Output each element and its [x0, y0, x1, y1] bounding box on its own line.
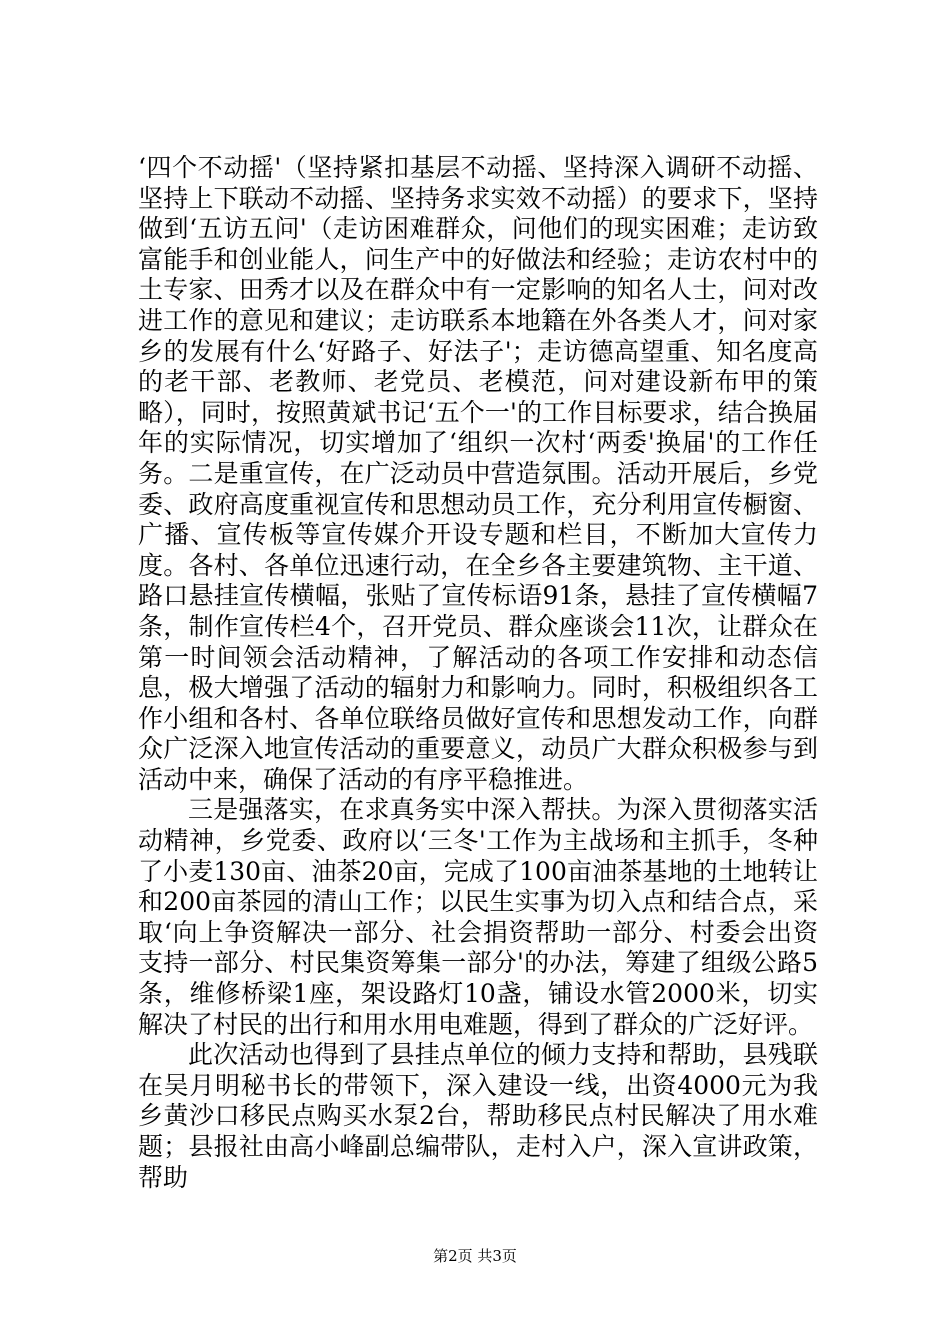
- page-number-footer: 第2页 共3页: [433, 1247, 517, 1265]
- document-body: [138, 153, 818, 1193]
- paragraph-3: 此次活动也得到了县挂点单位的倾力支持和帮助，县残联在吴月明秘书长的带领下，深入建设一线，出资4000元为我乡黄沙口移民点购买水泵2台，帮助移民点村民解决了用水难题；县报社由高小峰副总编带队，走村入户，深入宣讲政策，帮助: [138, 1040, 818, 1192]
- paragraph-2: 三是强落实，在求真务实中深入帮扶。为深入贯彻落实活动精神，乡党委、政府以‘三冬'工作为主战场和主抓手，冬种了小麦130亩、油茶20亩，完成了100亩油茶基地的土地转让和200亩茶园的清山工作；以民生实事为切入点和结合点，采取‘向上争资解决一部分、社会捐资帮助一部分、村委会出资支持一部分、村民集资筹集一部分'的办法，筹建了组级公路5条，维修桥梁1座，架设路灯10盏，铺设水管2000米，切实解决了村民的出行和用水用电难题，得到了群众的广泛好评。: [138, 795, 818, 1039]
- paragraph-1: ‘四个不动摇'（坚持紧扣基层不动摇、坚持深入调研不动摇、坚持上下联动不动摇、坚持务求实效不动摇）的要求下，坚持做到‘五访五问'（走访困难群众，问他们的现实困难；走访致富能手和创业能人，问生产中的好做法和经验；走访农村中的土专家、田秀才以及在群众中有一定影响的知名人士，问对改进工作的意见和建议；走访联系本地籍在外各类人才，问对家乡的发展有什么‘好路子、好法子'；走访德高望重、知名度高的老干部、老教师、老党员、老模范，问对建设新布甲的策略），同时，按照黄斌书记‘五个一'的工作目标要求，结合换届年的实际情况，切实增加了‘组织一次村‘两委'换届'的工作任务。二是重宣传，在广泛动员中营造氛围。活动开展后，乡党委、政府高度重视宣传和思想动员工作，充分利用宣传橱窗、广播、宣传板等宣传媒介开设专题和栏目，不断加大宣传力度。各村、各单位迅速行动，在全乡各主要建筑物、主干道、路口悬挂宣传横幅，张贴了宣传标语91条，悬挂了宣传横幅7条，制作宣传栏4个，召开党员、群众座谈会11次，让群众在第一时间领会活动精神，了解活动的各项工作安排和动态信息，极大增强了活动的辐射力和影响力。同时，积极组织各工作小组和各村、各单位联络员做好宣传和思想发动工作，向群众广泛深入地宣传活动的重要意义，动员广大群众积极参与到活动中来，确保了活动的有序平稳推进。: [138, 153, 818, 794]
